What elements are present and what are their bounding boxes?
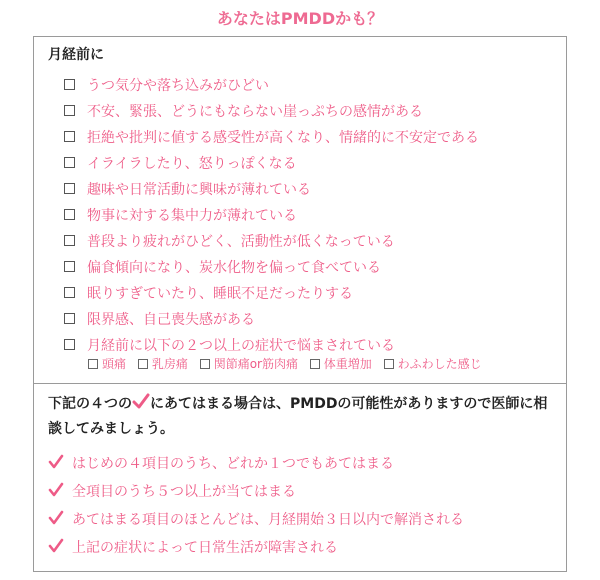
- sub-symptom-label: 頭痛: [102, 357, 127, 371]
- checklist-heading: 月経前に: [48, 47, 104, 63]
- symptom-list: [64, 73, 479, 359]
- criteria-label: あてはまる項目のほとんどは、月経開始３日以内で解消される: [72, 512, 464, 528]
- sub-symptom-label: 関節痛or筋肉痛: [213, 357, 298, 371]
- criteria-description: [48, 392, 558, 442]
- checkmark-icon: [132, 393, 150, 411]
- checkmark-icon: [48, 454, 64, 470]
- checkbox-icon[interactable]: [64, 157, 75, 168]
- sub-symptom-item[interactable]: [200, 355, 298, 372]
- symptom-item[interactable]: [64, 203, 479, 229]
- checkbox-icon[interactable]: [88, 359, 98, 369]
- checkbox-icon[interactable]: [64, 235, 75, 246]
- criteria-label: 上記の症状によって日常生活が障害される: [72, 540, 338, 556]
- checkbox-icon[interactable]: [64, 261, 75, 272]
- symptom-label: 月経前に以下の２つ以上の症状で悩まされている: [87, 338, 395, 354]
- diagnosis-criteria-panel: [33, 383, 567, 572]
- symptom-item[interactable]: [64, 307, 479, 333]
- symptom-label: 物事に対する集中力が薄れている: [87, 208, 297, 224]
- symptom-item[interactable]: [64, 125, 479, 151]
- symptom-label: 不安、緊張、どうにもならない崖っぷちの感情がある: [87, 104, 423, 120]
- symptom-item[interactable]: [64, 99, 479, 125]
- sub-symptom-label: 体重増加: [323, 357, 372, 371]
- sub-symptom-item[interactable]: [138, 355, 188, 372]
- symptom-label: うつ気分や落ち込みがひどい: [87, 78, 269, 94]
- sub-symptom-item[interactable]: [384, 355, 482, 372]
- symptom-item[interactable]: [64, 281, 479, 307]
- checkmark-icon: [48, 538, 64, 554]
- checkbox-icon[interactable]: [64, 339, 75, 350]
- desc-before: 下記の４つの: [48, 396, 132, 412]
- checkmark-icon: [48, 510, 64, 526]
- checkbox-icon[interactable]: [138, 359, 148, 369]
- symptom-label: 眠りすぎていたり、睡眠不足だったりする: [87, 286, 353, 302]
- checkbox-icon[interactable]: [64, 287, 75, 298]
- criteria-item: [48, 478, 464, 506]
- symptom-item[interactable]: [64, 229, 479, 255]
- checkmark-icon: [48, 482, 64, 498]
- checkbox-icon[interactable]: [64, 131, 75, 142]
- symptom-label: 趣味や日常活動に興味が薄れている: [87, 182, 311, 198]
- symptom-label: 限界感、自己喪失感がある: [87, 312, 255, 328]
- symptom-label: 普段より疲れがひどく、活動性が低くなっている: [87, 234, 395, 250]
- checkbox-icon[interactable]: [64, 209, 75, 220]
- symptom-item[interactable]: [64, 151, 479, 177]
- desc-after: にあてはまる場合は、PMDDの可能性がありますので医師に相談してみましょう。: [48, 396, 548, 437]
- symptom-label: イライラしたり、怒りっぽくなる: [87, 156, 297, 172]
- symptom-checklist-panel: [33, 36, 567, 384]
- checkbox-icon[interactable]: [200, 359, 210, 369]
- criteria-item: [48, 450, 464, 478]
- criteria-item: [48, 534, 464, 562]
- criteria-list: [48, 450, 464, 562]
- sub-symptom-item[interactable]: [310, 355, 372, 372]
- symptom-item[interactable]: [64, 255, 479, 281]
- sub-symptom-item[interactable]: [88, 355, 126, 372]
- page-title: あなたはPMDDかも？: [216, 9, 384, 28]
- checkbox-icon[interactable]: [64, 313, 75, 324]
- symptom-item[interactable]: [64, 177, 479, 203]
- criteria-label: はじめの４項目のうち、どれか１つでもあてはまる: [72, 456, 394, 472]
- sub-symptom-label: わふわした感じ: [397, 357, 482, 371]
- symptom-label: 拒絶や批判に値する感受性が高くなり、情緒的に不安定である: [87, 130, 479, 146]
- criteria-label: 全項目のうち５つ以上が当てはまる: [72, 484, 296, 500]
- criteria-item: [48, 506, 464, 534]
- checkbox-icon[interactable]: [64, 183, 75, 194]
- symptom-label: 偏食傾向になり、炭水化物を偏って食べている: [87, 260, 381, 276]
- checkbox-icon[interactable]: [64, 105, 75, 116]
- checkbox-icon[interactable]: [64, 79, 75, 90]
- symptom-item[interactable]: [64, 73, 479, 99]
- sub-symptom-label: 乳房痛: [151, 357, 188, 371]
- checkbox-icon[interactable]: [384, 359, 394, 369]
- sub-symptom-list: [88, 355, 490, 372]
- checkbox-icon[interactable]: [310, 359, 320, 369]
